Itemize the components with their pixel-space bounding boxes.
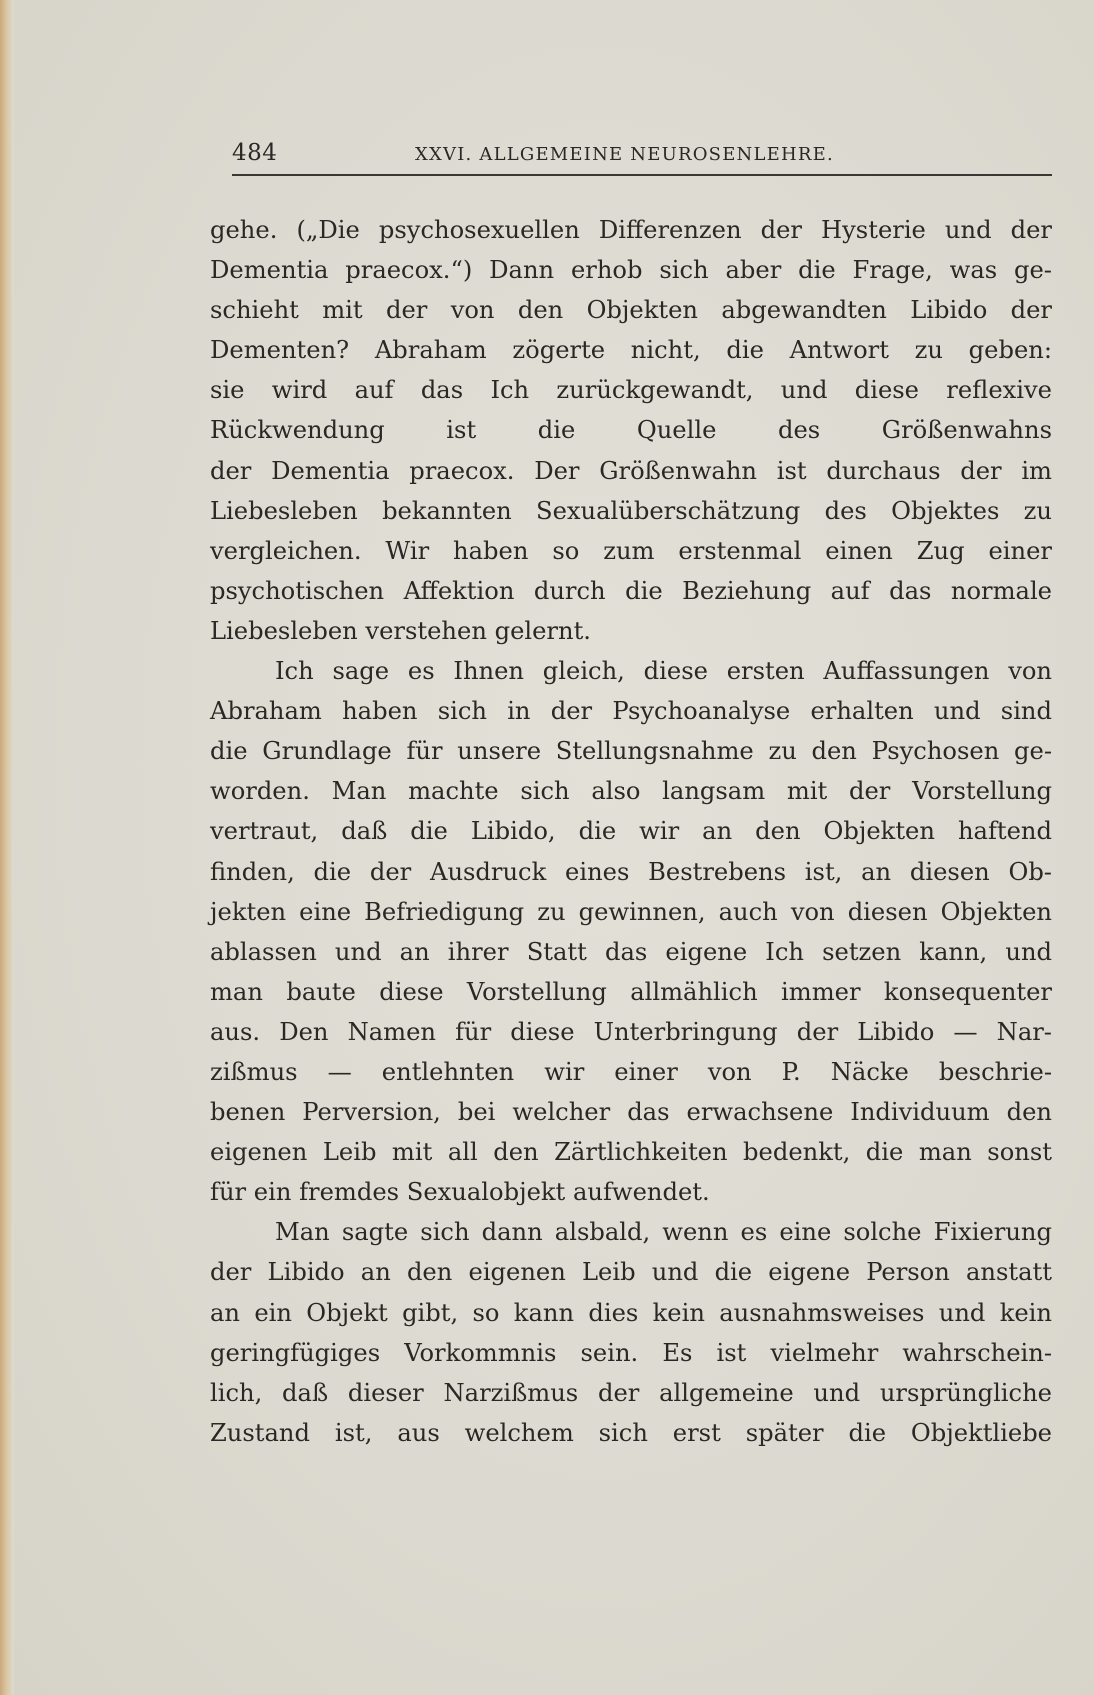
text-line: Rückwendung ist die Quelle des Größenwahns	[210, 416, 1052, 445]
text-line: worden. Man machte sich also langsam mit der Vorstellung	[210, 777, 1052, 806]
text-line: Liebesleben verstehen gelernt.	[210, 616, 591, 645]
text-line: Liebesleben bekannten Sexualüberschätzung des Objektes zu	[210, 496, 1052, 525]
running-title: XXVI. ALLGEMEINE NEUROSENLEHRE.	[415, 144, 834, 165]
text-line: geringfügiges Vorkommnis sein. Es ist vielmehr wahrschein-	[210, 1338, 1052, 1367]
text-line: für ein fremdes Sexualobjekt aufwendet.	[210, 1178, 710, 1207]
text-line: vergleichen. Wir haben so zum erstenmal einen Zug einer	[210, 536, 1052, 565]
page-number: 484	[232, 140, 278, 166]
text-line: Ich sage es Ihnen gleich, diese ersten Auffassungen von	[275, 657, 1052, 686]
text-line: an ein Objekt gibt, so kann dies kein ausnahmsweises und kein	[210, 1298, 1052, 1327]
text-line: finden, die der Ausdruck eines Bestrebens ist, an diesen Ob-	[210, 857, 1052, 886]
text-line: lich, daß dieser Narzißmus der allgemeine und ursprüngliche	[210, 1378, 1052, 1407]
text-line: gehe. („Die psychosexuellen Differenzen der Hysterie und der	[210, 216, 1052, 244]
text-line: jekten eine Befriedigung zu gewinnen, auch von diesen Objekten	[210, 897, 1052, 926]
text-line: eigenen Leib mit all den Zärtlichkeiten bedenkt, die man sonst	[210, 1138, 1052, 1167]
text-line: ablassen und an ihrer Statt das eigene Ich setzen kann, und	[210, 937, 1052, 966]
text-line: psychotischen Affektion durch die Beziehung auf das normale	[210, 576, 1052, 605]
text-line: vertraut, daß die Libido, die wir an den Objekten haftend	[210, 817, 1052, 846]
page-binding-edge	[0, 0, 14, 1695]
text-line: sie wird auf das Ich zurückgewandt, und diese reflexive	[210, 376, 1052, 405]
body-text	[210, 210, 1052, 1453]
text-line: Dementia praecox.“) Dann erhob sich aber die Frage, was ge-	[210, 256, 1052, 285]
text-line: Dementen? Abraham zögerte nicht, die Antwort zu geben:	[210, 336, 1052, 365]
text-line: Man sagte sich dann alsbald, wenn es eine solche Fixierung	[275, 1218, 1052, 1247]
text-line: der Libido an den eigenen Leib und die eigene Person anstatt	[210, 1258, 1052, 1287]
text-line: Abraham haben sich in der Psychoanalyse erhalten und sind	[210, 697, 1052, 726]
text-line: der Dementia praecox. Der Größenwahn ist durchaus der im	[210, 456, 1052, 485]
text-line: zißmus — entlehnten wir einer von P. Näcke beschrie-	[210, 1057, 1052, 1086]
header-rule	[232, 174, 1052, 176]
text-line: man baute diese Vorstellung allmählich immer konsequenter	[210, 977, 1052, 1006]
text-line: die Grundlage für unsere Stellungsnahme zu den Psychosen ge-	[210, 737, 1052, 766]
text-line: Zustand ist, aus welchem sich erst später die Objektliebe	[210, 1418, 1052, 1447]
page-header	[232, 140, 1052, 174]
text-line: aus. Den Namen für diese Unterbringung der Libido — Nar-	[210, 1017, 1052, 1046]
text-line: benen Perversion, bei welcher das erwachsene Individuum den	[210, 1098, 1052, 1127]
text-line: schieht mit der von den Objekten abgewandten Libido der	[210, 296, 1052, 325]
